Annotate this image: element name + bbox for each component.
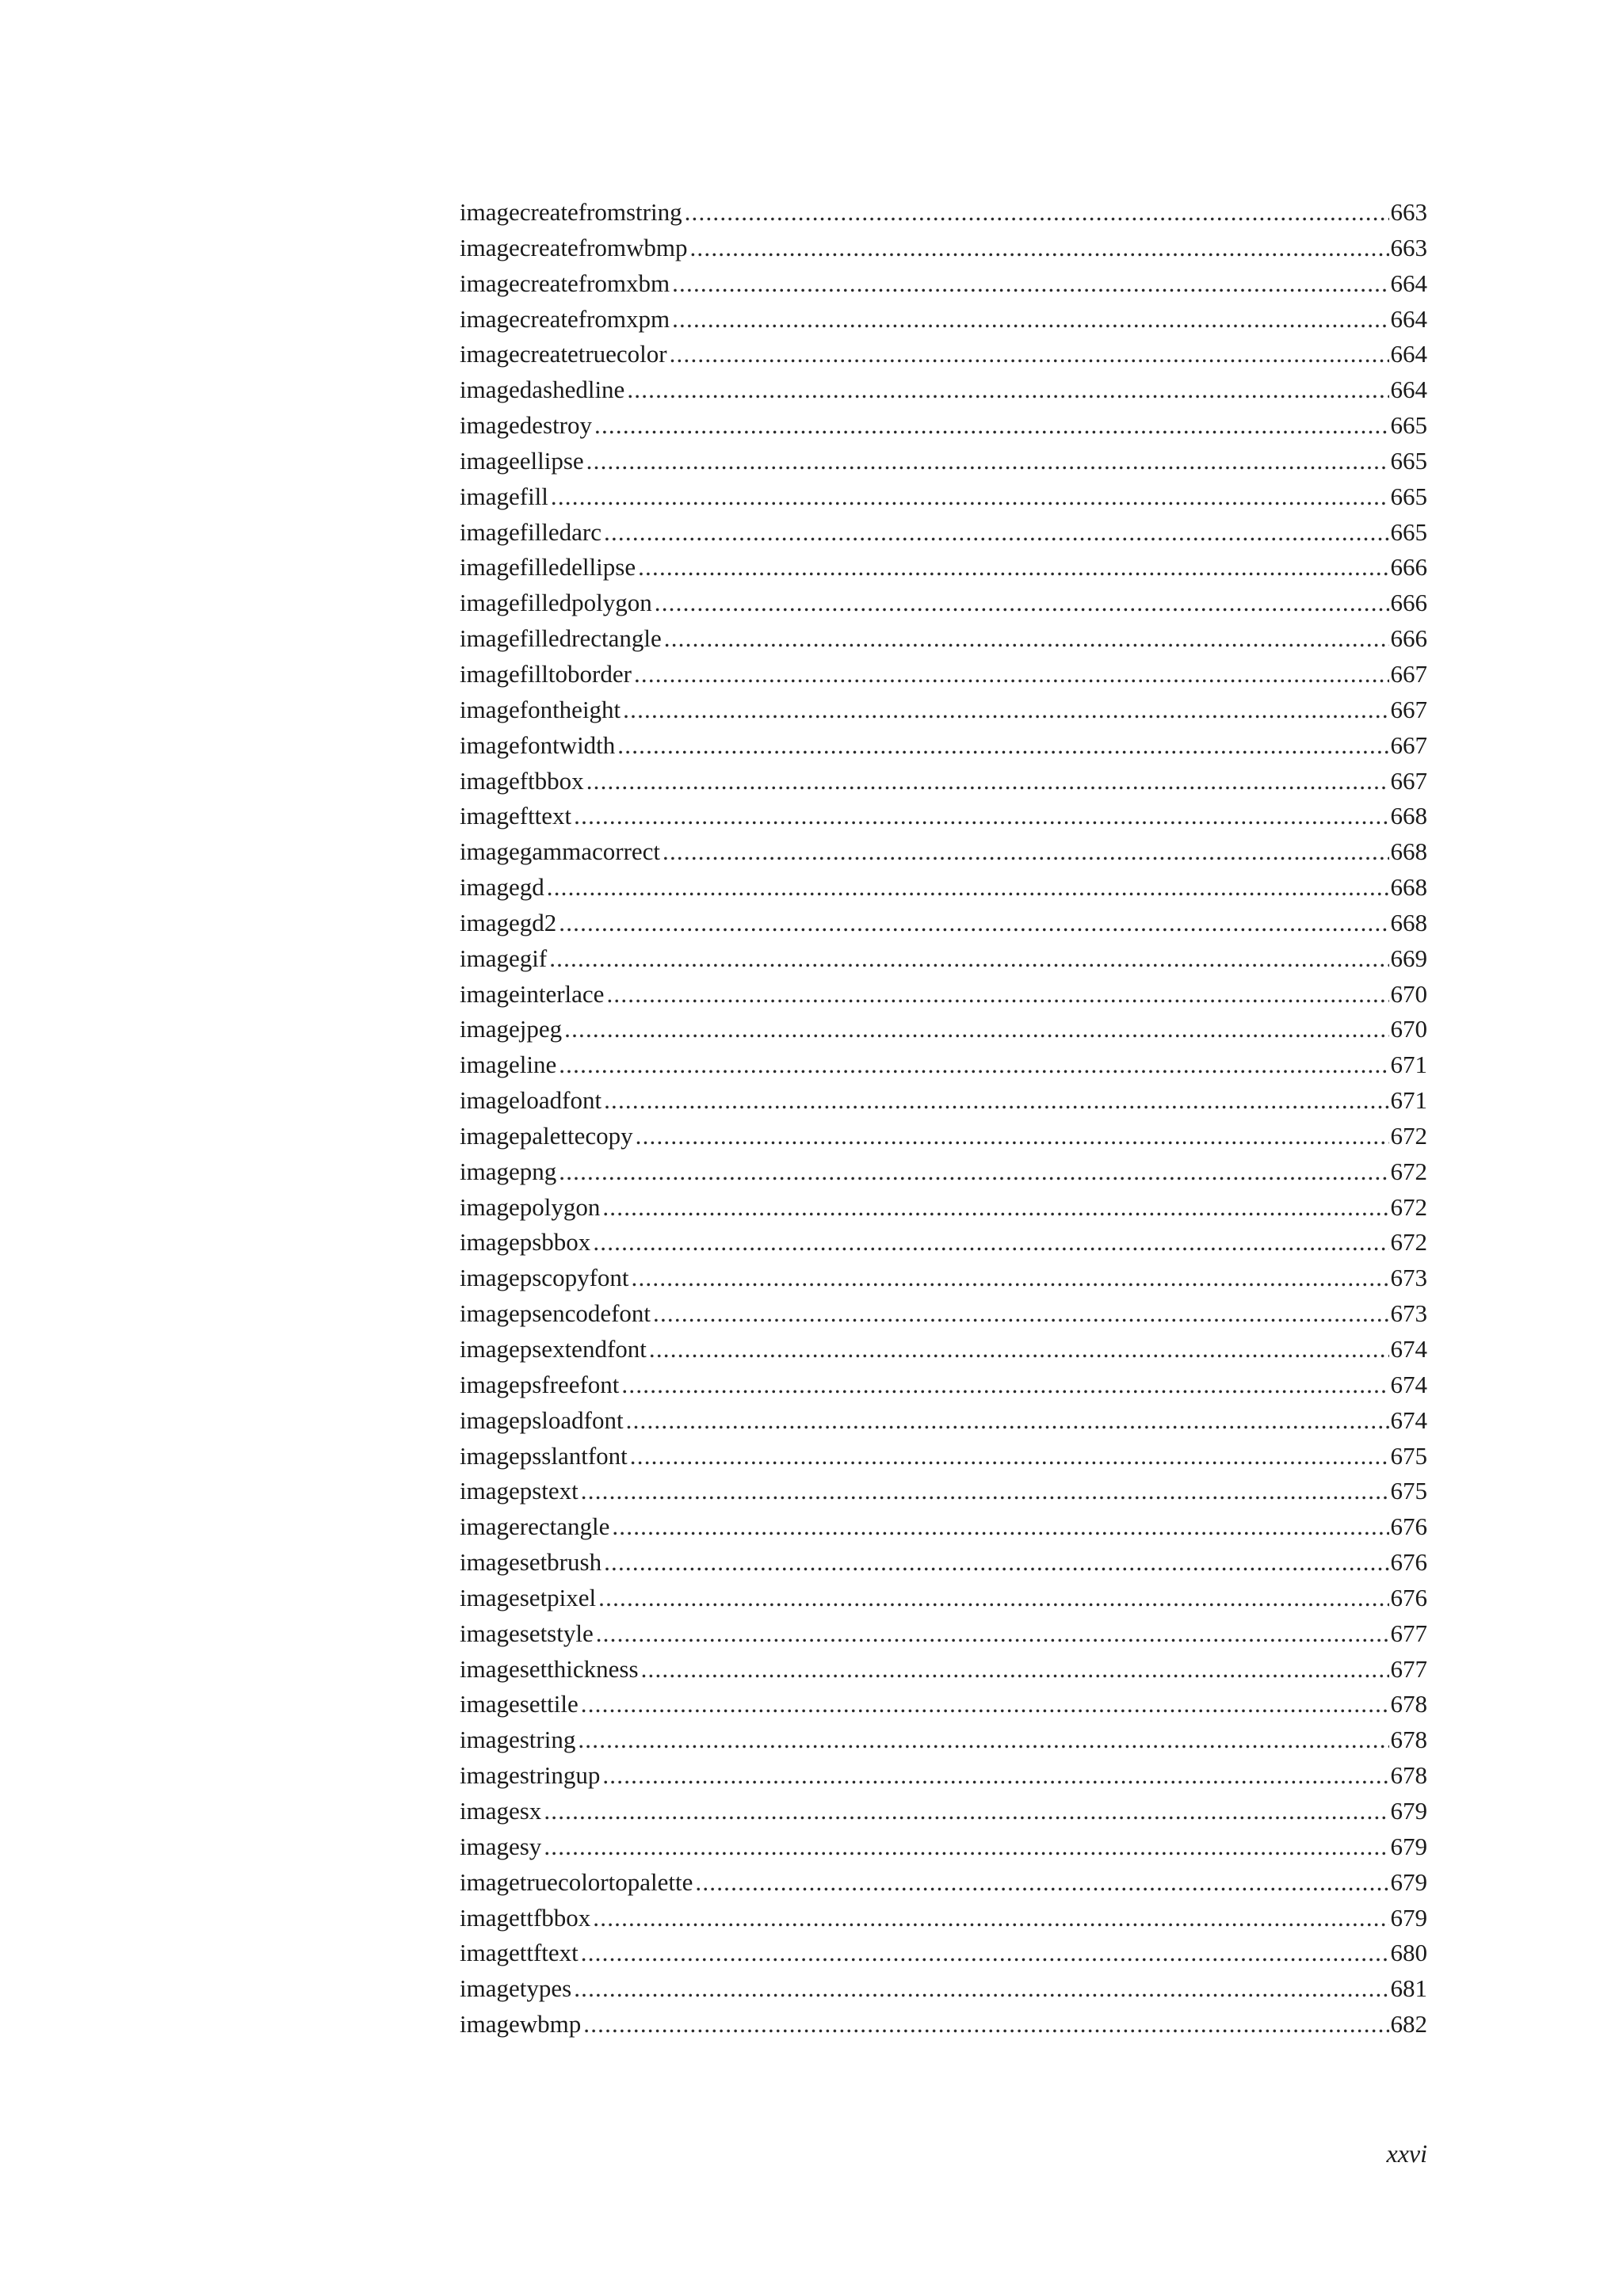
toc-entry: [460, 1474, 1427, 1509]
toc-entry: [460, 1829, 1427, 1865]
toc-entry-name: imagecreatefromxpm: [460, 304, 670, 333]
toc-dot-leader: [602, 1190, 1388, 1226]
toc-entry: [460, 1936, 1427, 1971]
toc-dot-leader: [559, 1047, 1388, 1083]
toc-entry-name: imagesetstyle: [460, 1619, 594, 1647]
toc-dot-leader: [604, 515, 1388, 551]
toc-entry-name: imagepsslantfont: [460, 1441, 628, 1470]
toc-entry: [460, 1439, 1427, 1474]
toc-entry-name: imagepsloadfont: [460, 1405, 624, 1434]
toc-entry: [460, 1296, 1427, 1332]
toc-entry-page: 663: [1390, 233, 1427, 261]
toc-entry-page: 677: [1390, 1654, 1427, 1683]
toc-entry: [460, 1901, 1427, 1936]
page-number: xxvi: [1386, 2139, 1427, 2168]
toc-entry-page: 672: [1390, 1121, 1427, 1150]
toc-entry: [460, 231, 1427, 266]
toc-dot-leader: [583, 2007, 1388, 2042]
toc-entry: [460, 621, 1427, 657]
toc-dot-leader: [604, 1083, 1388, 1119]
toc-dot-leader: [672, 266, 1388, 302]
toc-entry-name: imagecreatefromxbm: [460, 269, 670, 297]
toc-entry-page: 668: [1390, 908, 1427, 936]
toc-entry-page: 667: [1390, 766, 1427, 795]
toc-entry-page: 679: [1390, 1796, 1427, 1825]
toc-entry: [460, 1332, 1427, 1367]
toc-entry-page: 664: [1390, 269, 1427, 297]
toc-entry-name: imagepsbbox: [460, 1228, 591, 1257]
toc-entry: [460, 977, 1427, 1013]
toc-dot-leader: [596, 1616, 1389, 1652]
toc-dot-leader: [551, 479, 1389, 515]
toc-entry-name: imagettfbbox: [460, 1903, 591, 1932]
toc-dot-leader: [564, 1012, 1388, 1047]
toc-entry-page: 680: [1390, 1939, 1427, 1967]
toc-dot-leader: [604, 1545, 1388, 1581]
toc-entry: [460, 515, 1427, 551]
toc-entry: [460, 692, 1427, 728]
toc-entry: [460, 1616, 1427, 1652]
toc-entry: [460, 1971, 1427, 2007]
toc-dot-leader: [593, 1901, 1388, 1936]
toc-entry: [460, 1581, 1427, 1616]
toc-entry-page: 667: [1390, 659, 1427, 688]
toc-entry: [460, 1545, 1427, 1581]
toc-entry: [460, 1865, 1427, 1901]
toc-entry-page: 675: [1390, 1477, 1427, 1505]
toc-entry-name: imagetypes: [460, 1974, 572, 2003]
toc-dot-leader: [626, 1403, 1389, 1439]
toc-entry: [460, 1119, 1427, 1154]
toc-entry-page: 665: [1390, 446, 1427, 475]
toc-entry-name: imagefilledpolygon: [460, 589, 652, 617]
toc-dot-leader: [641, 1652, 1389, 1688]
toc-entry: [460, 657, 1427, 692]
toc-entry-page: 681: [1390, 1974, 1427, 2003]
toc-entry-page: 671: [1390, 1051, 1427, 1079]
toc-entry-name: imagefilltoborder: [460, 659, 632, 688]
toc-entry-name: imagefttext: [460, 802, 572, 830]
toc-entry-name: imagejpeg: [460, 1015, 563, 1043]
toc-dot-leader: [586, 764, 1389, 799]
toc-entry-page: 670: [1390, 1015, 1427, 1043]
toc-entry-name: imagesy: [460, 1832, 542, 1860]
toc-entry: [460, 1758, 1427, 1794]
toc-entry-page: 666: [1390, 553, 1427, 582]
toc-entry: [460, 834, 1427, 870]
toc-entry-page: 673: [1390, 1264, 1427, 1292]
toc-entry: [460, 1509, 1427, 1545]
toc-entry-name: imagepalettecopy: [460, 1121, 633, 1150]
toc-entry-page: 678: [1390, 1726, 1427, 1754]
toc-dot-leader: [544, 1794, 1388, 1829]
toc-entry: [460, 585, 1427, 621]
toc-entry-page: 679: [1390, 1867, 1427, 1896]
toc-dot-leader: [574, 1971, 1388, 2007]
toc-dot-leader: [598, 1581, 1388, 1616]
toc-dot-leader: [621, 1367, 1388, 1403]
toc-dot-leader: [695, 1865, 1388, 1901]
toc-entry-page: 668: [1390, 837, 1427, 866]
toc-entry-page: 665: [1390, 517, 1427, 546]
toc-entry-name: imageinterlace: [460, 979, 605, 1008]
toc-dot-leader: [549, 941, 1388, 977]
toc-entry-page: 682: [1390, 2010, 1427, 2039]
toc-entry-name: imageellipse: [460, 446, 584, 475]
toc-entry-page: 672: [1390, 1157, 1427, 1185]
toc-dot-leader: [586, 444, 1389, 479]
toc-dot-leader: [581, 1687, 1389, 1722]
toc-entry-page: 678: [1390, 1761, 1427, 1790]
toc-dot-leader: [655, 585, 1389, 621]
toc-dot-leader: [634, 657, 1389, 692]
toc-entry: [460, 1403, 1427, 1439]
toc-entry: [460, 444, 1427, 479]
toc-entry-name: imagewbmp: [460, 2010, 582, 2039]
toc-entry-page: 672: [1390, 1228, 1427, 1257]
toc-dot-leader: [612, 1509, 1388, 1545]
toc-dot-leader: [649, 1332, 1389, 1367]
toc-dot-leader: [602, 1758, 1388, 1794]
toc-entry-name: imageloadfont: [460, 1086, 602, 1115]
toc-dot-leader: [623, 692, 1388, 728]
toc-dot-leader: [638, 550, 1388, 585]
toc-entry-page: 679: [1390, 1832, 1427, 1860]
toc-entry-page: 665: [1390, 411, 1427, 440]
toc-entry: [460, 1687, 1427, 1722]
toc-entry-name: imagepstext: [460, 1477, 579, 1505]
toc-dot-leader: [559, 1154, 1388, 1190]
toc-entry-page: 676: [1390, 1583, 1427, 1611]
toc-dot-leader: [593, 1225, 1388, 1261]
toc-entry: [460, 1261, 1427, 1296]
toc-entry-page: 669: [1390, 944, 1427, 972]
toc-entry-name: imagedashedline: [460, 376, 625, 404]
toc-entry-page: 675: [1390, 1441, 1427, 1470]
toc-entry: [460, 1190, 1427, 1226]
toc-entry-name: imagerectangle: [460, 1512, 610, 1541]
toc-entry-name: imagecreatetruecolor: [460, 340, 667, 368]
toc-entry-name: imagegd: [460, 873, 544, 902]
toc-entry-page: 674: [1390, 1405, 1427, 1434]
table-of-contents: [460, 195, 1427, 2042]
toc-entry: [460, 372, 1427, 408]
toc-entry-name: imagefill: [460, 482, 548, 510]
toc-entry-name: imagefilledellipse: [460, 553, 636, 582]
toc-dot-leader: [617, 728, 1388, 764]
toc-entry: [460, 302, 1427, 338]
toc-dot-leader: [606, 977, 1388, 1013]
toc-entry: [460, 1652, 1427, 1688]
toc-entry-page: 664: [1390, 340, 1427, 368]
toc-dot-leader: [672, 302, 1388, 338]
toc-entry-name: imagepscopyfont: [460, 1264, 629, 1292]
toc-entry: [460, 764, 1427, 799]
toc-dot-leader: [578, 1722, 1388, 1758]
toc-entry: [460, 1367, 1427, 1403]
toc-entry: [460, 266, 1427, 302]
toc-entry-name: imagegd2: [460, 908, 557, 936]
toc-entry-name: imagepsencodefont: [460, 1299, 651, 1328]
toc-dot-leader: [594, 408, 1388, 444]
toc-dot-leader: [581, 1474, 1389, 1509]
toc-entry-page: 676: [1390, 1512, 1427, 1541]
toc-entry-name: imagecreatefromstring: [460, 198, 682, 226]
toc-entry-name: imagegif: [460, 944, 548, 972]
toc-entry-page: 667: [1390, 695, 1427, 723]
toc-entry: [460, 1225, 1427, 1261]
toc-entry-name: imagefontwidth: [460, 730, 616, 759]
toc-dot-leader: [653, 1296, 1388, 1332]
toc-entry-name: imageftbbox: [460, 766, 584, 795]
toc-dot-leader: [663, 834, 1388, 870]
toc-dot-leader: [559, 906, 1388, 941]
toc-entry-name: imagestringup: [460, 1761, 601, 1790]
toc-entry-page: 678: [1390, 1690, 1427, 1718]
toc-entry-name: imagefilledrectangle: [460, 624, 662, 653]
toc-entry-name: imagesetpixel: [460, 1583, 597, 1611]
toc-entry: [460, 1722, 1427, 1758]
toc-entry: [460, 1154, 1427, 1190]
toc-entry-page: 670: [1390, 979, 1427, 1008]
toc-dot-leader: [636, 1119, 1389, 1154]
toc-dot-leader: [630, 1439, 1389, 1474]
toc-entry-page: 672: [1390, 1192, 1427, 1221]
toc-dot-leader: [544, 1829, 1388, 1865]
toc-entry-page: 666: [1390, 624, 1427, 653]
toc-entry-name: imagesetthickness: [460, 1654, 639, 1683]
toc-dot-leader: [574, 799, 1388, 834]
toc-dot-leader: [689, 231, 1388, 266]
toc-entry-name: imageline: [460, 1051, 557, 1079]
toc-entry: [460, 1794, 1427, 1829]
toc-entry-page: 667: [1390, 730, 1427, 759]
toc-entry-name: imagedestroy: [460, 411, 593, 440]
toc-entry-name: imagepng: [460, 1157, 557, 1185]
toc-entry-name: imagepsfreefont: [460, 1370, 620, 1398]
toc-entry-name: imagefontheight: [460, 695, 621, 723]
toc-entry-page: 663: [1390, 198, 1427, 226]
toc-entry: [460, 1012, 1427, 1047]
toc-entry: [460, 799, 1427, 834]
toc-entry: [460, 906, 1427, 941]
toc-entry: [460, 550, 1427, 585]
toc-entry-name: imagepolygon: [460, 1192, 601, 1221]
toc-entry-page: 671: [1390, 1086, 1427, 1115]
toc-entry-name: imagecreatefromwbmp: [460, 233, 688, 261]
toc-entry-name: imagettftext: [460, 1939, 579, 1967]
toc-entry-page: 664: [1390, 304, 1427, 333]
toc-entry: [460, 941, 1427, 977]
toc-entry-name: imagetruecolortopalette: [460, 1867, 693, 1896]
toc-entry-page: 677: [1390, 1619, 1427, 1647]
toc-dot-leader: [581, 1936, 1389, 1971]
toc-entry-page: 674: [1390, 1370, 1427, 1398]
toc-entry-page: 668: [1390, 802, 1427, 830]
toc-dot-leader: [685, 195, 1389, 231]
toc-entry-page: 674: [1390, 1335, 1427, 1363]
toc-entry: [460, 870, 1427, 906]
toc-entry: [460, 479, 1427, 515]
toc-entry: [460, 408, 1427, 444]
toc-entry-name: imagesetbrush: [460, 1548, 602, 1577]
toc-entry-page: 668: [1390, 873, 1427, 902]
toc-dot-leader: [632, 1261, 1389, 1296]
toc-entry-page: 666: [1390, 589, 1427, 617]
toc-entry-page: 664: [1390, 376, 1427, 404]
toc-dot-leader: [664, 621, 1389, 657]
toc-dot-leader: [547, 870, 1389, 906]
toc-dot-leader: [670, 337, 1389, 372]
toc-entry-name: imagefilledarc: [460, 517, 602, 546]
toc-entry-name: imagepsextendfont: [460, 1335, 647, 1363]
toc-entry: [460, 1047, 1427, 1083]
toc-dot-leader: [627, 372, 1388, 408]
toc-entry-name: imagesettile: [460, 1690, 579, 1718]
toc-entry-page: 679: [1390, 1903, 1427, 1932]
toc-entry-page: 665: [1390, 482, 1427, 510]
toc-entry-name: imagesx: [460, 1796, 542, 1825]
toc-entry: [460, 2007, 1427, 2042]
toc-entry: [460, 1083, 1427, 1119]
toc-entry-name: imagestring: [460, 1726, 576, 1754]
toc-entry: [460, 337, 1427, 372]
toc-entry-name: imagegammacorrect: [460, 837, 661, 866]
toc-entry: [460, 728, 1427, 764]
toc-entry-page: 673: [1390, 1299, 1427, 1328]
toc-entry: [460, 195, 1427, 231]
toc-entry-page: 676: [1390, 1548, 1427, 1577]
